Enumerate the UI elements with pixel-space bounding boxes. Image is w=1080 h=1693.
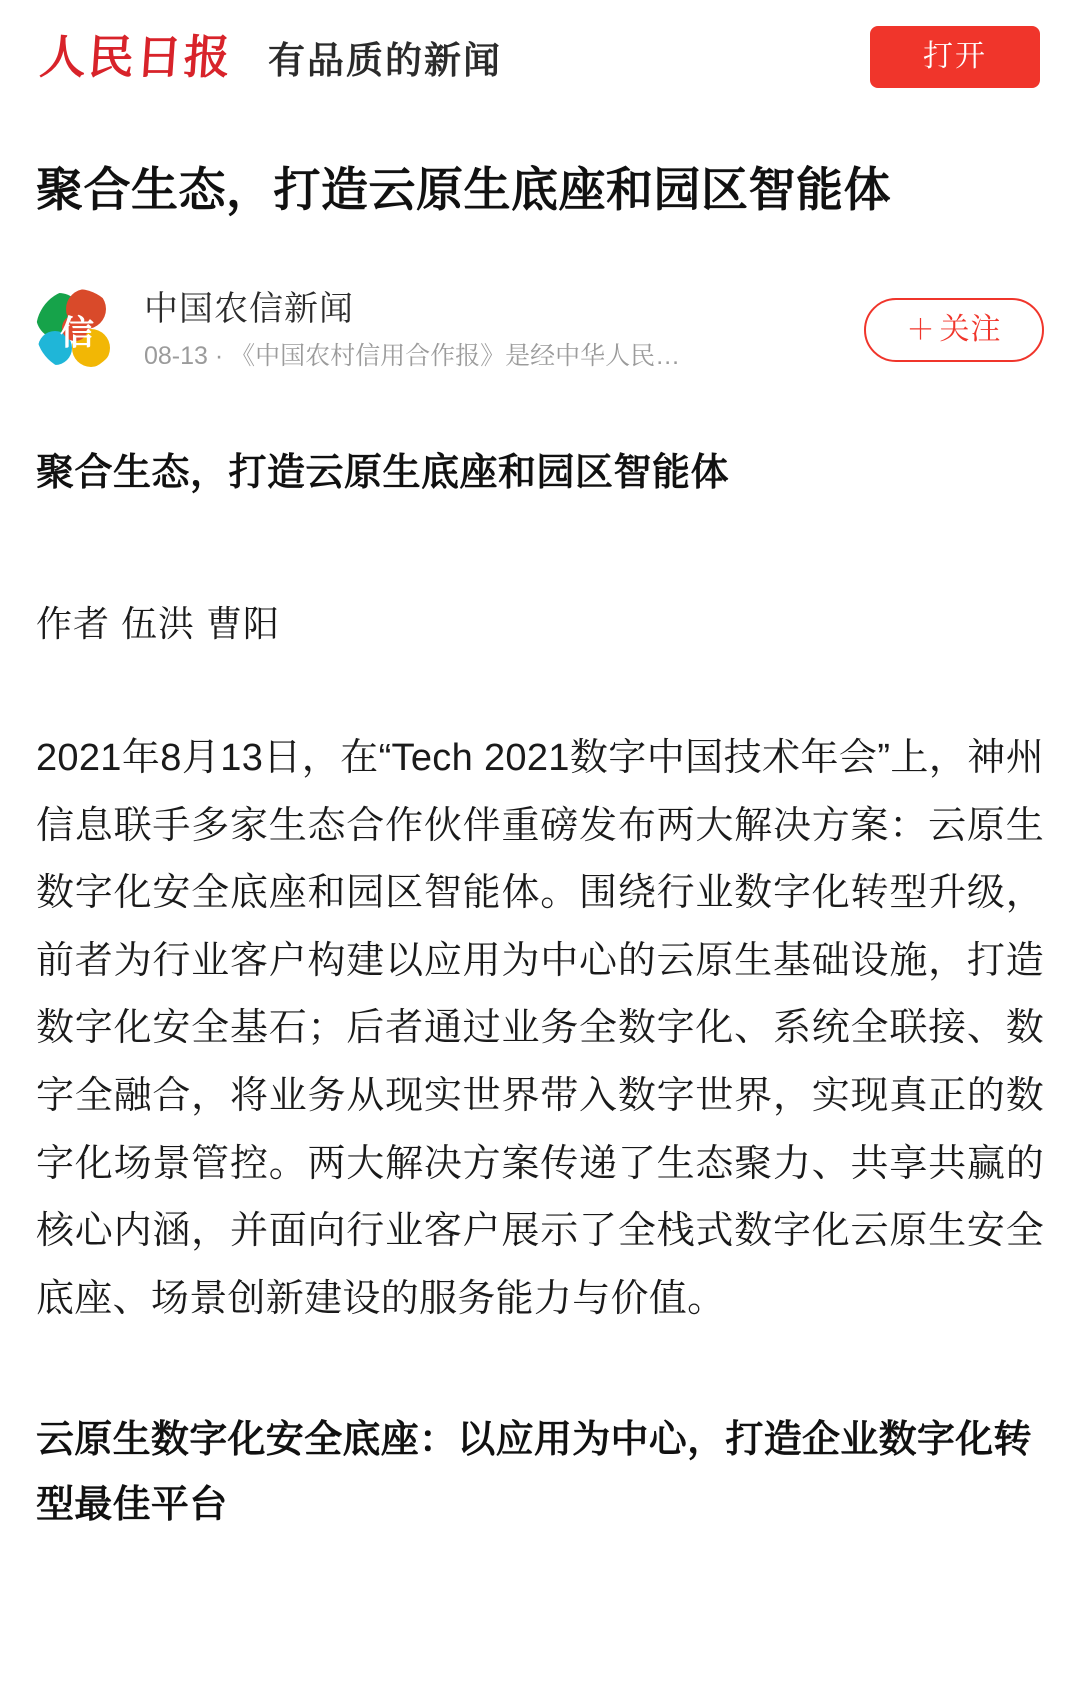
article-title: 聚合生态，打造云原生底座和园区智能体 [36, 451, 730, 494]
brand-slogan: 有品质的新闻 [268, 40, 502, 81]
peoples-daily-logo: 人民日报 [38, 30, 234, 84]
source-name[interactable]: 中国农信新闻 [144, 290, 354, 329]
plus-icon: ＋ [906, 313, 936, 345]
article-subheading-1: 云原生数字化安全底座：以应用为中心，打造企业数字化转型最佳平台 [36, 1418, 1032, 1526]
source-meta: 08-13 · 《中国农村信用合作报》是经中华人民… [144, 341, 681, 370]
source-row [0, 258, 1080, 390]
article-author: 作者 伍洪 曹阳 [36, 602, 281, 644]
avatar[interactable] [36, 289, 118, 371]
avatar-glyph: 信 [60, 313, 94, 354]
source-text [144, 288, 680, 372]
follow-button[interactable] [864, 298, 1044, 362]
open-app-button[interactable]: 打开 [870, 26, 1040, 88]
article-paragraph-1: 2021年8月13日，在“Tech 2021数字中国技术年会”上，神州信息联手多家生态合作伙伴重磅发布两大解决方案：云原生数字化安全底座和园区智能体。围绕行业数字化转型升级，前者为行业客户构建以应用为中心的云原生基础设施，打造数字化安全基石；后者通过业务全数字化、系统全联接、数字全融合，将业务从现实世界带入数字世界，实现真正的数字化场景管控。两大解决方案传递了生态聚力、共享共赢的核心内涵，并面向行业客户展示了全栈式数字化云原生安全底座、场景创新建设的服务能力与价值。 [36, 736, 1044, 1320]
follow-button-label: 关注 [939, 312, 1002, 346]
page-title: 聚合生态，打造云原生底座和园区智能体 [36, 163, 891, 217]
article-body [0, 390, 1080, 1598]
app-topbar [0, 0, 1080, 110]
